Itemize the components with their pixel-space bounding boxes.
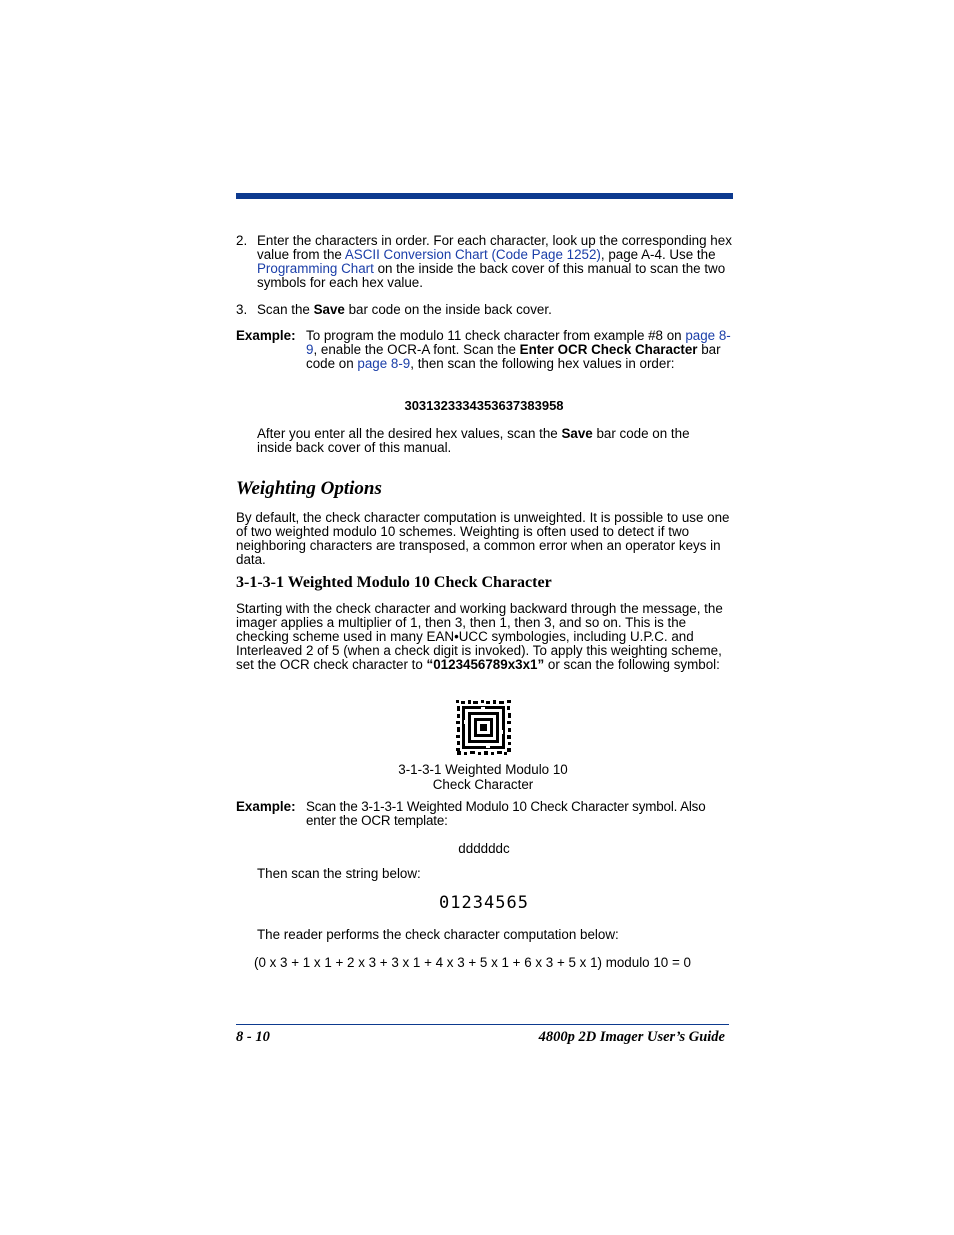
check-string-bold: “0123456789x3x1” (426, 657, 545, 672)
page-8-9-link-2[interactable]: page 8-9 (357, 356, 411, 371)
body-text: bar code on the inside back cover of this manual. (257, 426, 690, 455)
step-text: on the inside the back cover of this manual to scan the two symbols for each hex value. (257, 261, 726, 290)
reader-performs-text: The reader performs the check character computation below: (257, 927, 619, 942)
subheading: 3-1-3-1 Weighted Modulo 10 Check Character (236, 574, 552, 591)
body-text: After you enter all the desired hex values, scan the (257, 426, 562, 441)
step-text: bar code on the inside back cover. (344, 302, 552, 317)
hex-values: 3031323334353637383958 (404, 398, 564, 413)
programming-chart-link[interactable]: Programming Chart (257, 261, 374, 276)
step-text: Enter the characters in order. For each character, look up the corresponding hex value from the (257, 233, 732, 262)
header-rule (236, 193, 733, 199)
step-number: 3. (236, 302, 248, 317)
ocr-string: 01234565 (439, 893, 529, 913)
body-text: or scan the following symbol: (544, 657, 720, 672)
aztec-barcode-icon (456, 700, 511, 755)
barcode-caption-line2: Check Character (432, 777, 534, 792)
step-text: , page A-4. Use the (600, 247, 716, 262)
body-text: Starting with the check character and working backward through the message, the imager applies a multiplier of 1, then 3, then 1, then 3, and so on. This is the checking scheme used in many EAN•UCC symbologies, including U.P.C. and Interleaved 2 of 5 (when a check digit is invoked). To apply this weighting scheme, set the OCR check character to (236, 601, 723, 672)
then-scan-text: Then scan the string below: (257, 866, 421, 881)
example-label: Example: (236, 328, 296, 343)
example-text: , enable the OCR-A font. Scan the (313, 342, 520, 357)
step-text: Scan the (257, 302, 314, 317)
step-number: 2. (236, 233, 248, 248)
example-text: bar code on (306, 342, 721, 371)
ocr-check-bold: Enter OCR Check Character (519, 342, 698, 357)
after-hex-text (257, 427, 727, 455)
example-label: Example: (236, 799, 296, 814)
step-3-text (257, 303, 737, 317)
page-8-9-link[interactable]: page 8-9 (306, 328, 731, 357)
footer-rule (236, 1024, 729, 1025)
step-2-text (257, 234, 737, 290)
ascii-chart-link[interactable]: ASCII Conversion Chart (Code Page 1252) (344, 247, 601, 262)
aztec-barcode-graphic (456, 700, 511, 755)
ocr-template: ddddddc (458, 841, 510, 856)
guide-title: 4800p 2D Imager User’s Guide (538, 1029, 725, 1045)
example-1-text (306, 329, 736, 371)
sub-text (236, 602, 732, 672)
save-bold: Save (561, 426, 593, 441)
save-bold: Save (313, 302, 345, 317)
example-text: To program the modulo 11 check character from example #8 on (306, 328, 686, 343)
example-2-text: Scan the 3-1-3-1 Weighted Modulo 10 Check Character symbol. Also enter the OCR template: (306, 799, 706, 828)
check-formula: (0 x 3 + 1 x 1 + 2 x 3 + 3 x 1 + 4 x 3 + 5 x 1 + 6 x 3 + 5 x 1) modulo 10 = 0 (254, 955, 691, 970)
barcode-caption-line1: 3-1-3-1 Weighted Modulo 10 (398, 762, 568, 777)
page-number: 8 - 10 (236, 1029, 270, 1045)
section-intro: By default, the check character computation is unweighted. It is possible to use one of two weighted modulo 10 schemes. Weighting is often used to detect if two neighboring characters are transposed, a common error when an operator keys in data. (236, 510, 730, 567)
example-text: , then scan the following hex values in order: (410, 356, 675, 371)
section-heading: Weighting Options (236, 478, 382, 499)
